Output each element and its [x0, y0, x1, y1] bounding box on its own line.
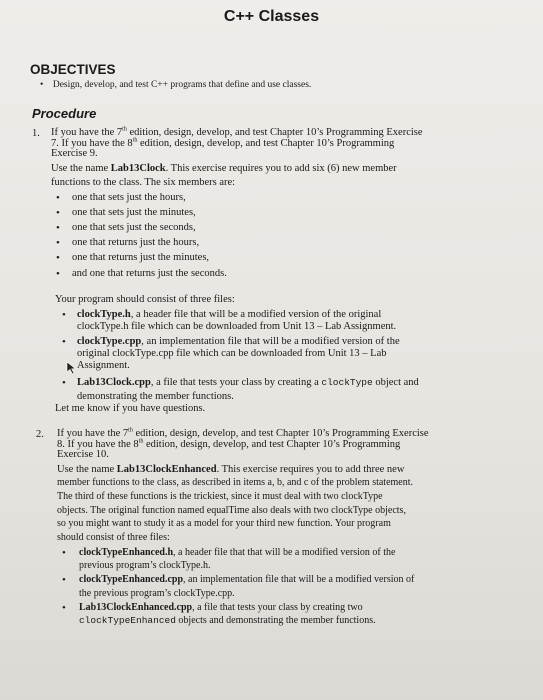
document-page: C++ Classes OBJECTIVES • Design, develop, and test C++ programs that define and use classes. Procedure 1. If you have the 7th edition, design, develop, and test Chapter 10’s Programming Exercise 7. If you have the 8th edition, design, develop, and test Chapter 10’s Programming Exercise 9. Use the name Lab13Clock. This exercise requires you to add six (6) new member functions to the class. The six members are: • one that sets just the hours, • one that sets just the minutes, • one that sets just the seconds, • one that returns just the hours, • one that returns just the minutes, • and one that returns just the seconds. Your program should consist of three files: • clockType.h, a header file that will be a modified version of the original clockType.h file which can be downloaded from Unit 13 – Lab Assignment. • clockType.cpp, an implementation file that will be a modified version of the original clockType.cpp file which can be downloaded from Unit 13 – Lab Assignment. • Lab13Clock.cpp, a file that tests your class by creating a clockType object and demonstrating the member functions. Let me know if you have questions. 2. If you have the 7th edition, design, develop, and test Chapter 10’s Programming Exercise 8. If you have the 8th edition, design, develop, and test Chapter 10’s Programming Exercise 10. Use the name Lab13ClockEnhanced. This exercise requires you to add three new member functions to the class, as described in items a, b, and c of the problem statement. The third of these functions is the trickiest, since it must deal with two clockType objects. The original function named equalTime also deals with two clockType objects, so you might want to study it as a model for your third new function. Your program should consist of three files: • clockTypeEnhanced.h, a header file that that will be a modified version of the previous program’s clockType.h. • clockTypeEnhanced.cpp, an implementation file that will be a modified version of the previous program’s clockType.cpp. • Lab13ClockEnhanced.cpp, a file that tests your class by creating two clockTypeEnhanced objects and demonstrating the member functions.: [0, 0, 543, 700]
item-2-line-1: If you have the 7th edition, design, develop, and test Chapter 10’s Programming Exercise: [57, 427, 429, 439]
member-item-2: one that sets just the minutes,: [72, 207, 196, 218]
file2-3-line-2: clockTypeEnhanced objects and demonstrating the member functions.: [79, 615, 376, 626]
item-2-line-5: member functions to the class, as described in items a, b, and c of the problem statement.: [57, 477, 414, 488]
file-2-line-3: Assignment.: [77, 360, 130, 371]
page-title: C++ Classes: [223, 8, 320, 25]
member-item-6: and one that returns just the seconds.: [72, 268, 227, 279]
item-2-line-9: should consist of three files:: [57, 532, 170, 543]
member-item-4: one that returns just the hours,: [72, 237, 200, 248]
member-item-1: one that sets just the hours,: [72, 192, 186, 203]
objective-item: • Design, develop, and test C++ programs that define and use classes.: [40, 80, 312, 90]
files-intro: Your program should consist of three files:: [55, 294, 235, 305]
item-2-line-2: 8. If you have the 8th edition, design, develop, and test Chapter 10’s Programming: [57, 438, 401, 450]
item-1-line-2: 7. If you have the 8th edition, design, develop, and test Chapter 10’s Programming: [51, 137, 395, 149]
item-2-line-8: so you might want to study it as a model for your third new function. Your program: [57, 518, 391, 529]
file-1-line-1: clockType.h, a header file that will be a modified version of the original: [77, 309, 382, 320]
item-2-line-6: The third of these functions is the trickiest, since it must deal with two clockType: [57, 491, 383, 502]
objective-text: Design, develop, and test C++ programs that define and use classes.: [52, 80, 312, 90]
file2-2-line-2: the previous program’s clockType.cpp.: [79, 588, 235, 599]
member-item-3: one that sets just the seconds,: [72, 222, 196, 233]
file2-2-line-1: clockTypeEnhanced.cpp, an implementation file that will be a modified version of: [79, 574, 415, 585]
procedure-heading: Procedure: [32, 106, 97, 121]
item-2-line-3: Exercise 10.: [57, 449, 109, 460]
file-2-line-2: original clockType.cpp file which can be downloaded from Unit 13 – Lab: [77, 348, 387, 359]
objectives-heading: OBJECTIVES: [30, 62, 116, 77]
item-1-line-4: Use the name Lab13Clock. This exercise requires you to add six (6) new member: [51, 163, 397, 174]
item-1-line-1: If you have the 7th edition, design, develop, and test Chapter 10’s Programming Exercise: [51, 126, 423, 138]
closing-text: Let me know if you have questions.: [55, 403, 206, 414]
file-1-line-2: clockType.h file which can be downloaded from Unit 13 – Lab Assignment.: [77, 321, 397, 332]
item-1-line-5: functions to the class. The six members are:: [51, 177, 236, 188]
item-2-line-4: Use the name Lab13ClockEnhanced. This exercise requires you to add three new: [57, 464, 405, 475]
item-2-line-7: objects. The original function named equalTime also deals with two clockType objects,: [57, 505, 406, 516]
file-3-line-1: Lab13Clock.cpp, a file that tests your class by creating a clockType object and: [77, 377, 419, 388]
item-1-number: 1.: [32, 128, 40, 139]
file-3-line-2: demonstrating the member functions.: [77, 391, 234, 402]
mouse-pointer-icon: [66, 361, 78, 375]
item-2-number: 2.: [36, 429, 44, 440]
file-2-line-1: clockType.cpp, an implementation file that will be a modified version of the: [77, 336, 400, 347]
member-item-5: one that returns just the minutes,: [72, 252, 210, 263]
file2-1-line-1: clockTypeEnhanced.h, a header file that that will be a modified version of the: [79, 547, 396, 558]
file2-3-line-1: Lab13ClockEnhanced.cpp, a file that tests your class by creating two: [79, 602, 363, 613]
item-1-line-3: Exercise 9.: [51, 148, 98, 159]
file2-1-line-2: previous program’s clockType.h.: [79, 560, 211, 571]
